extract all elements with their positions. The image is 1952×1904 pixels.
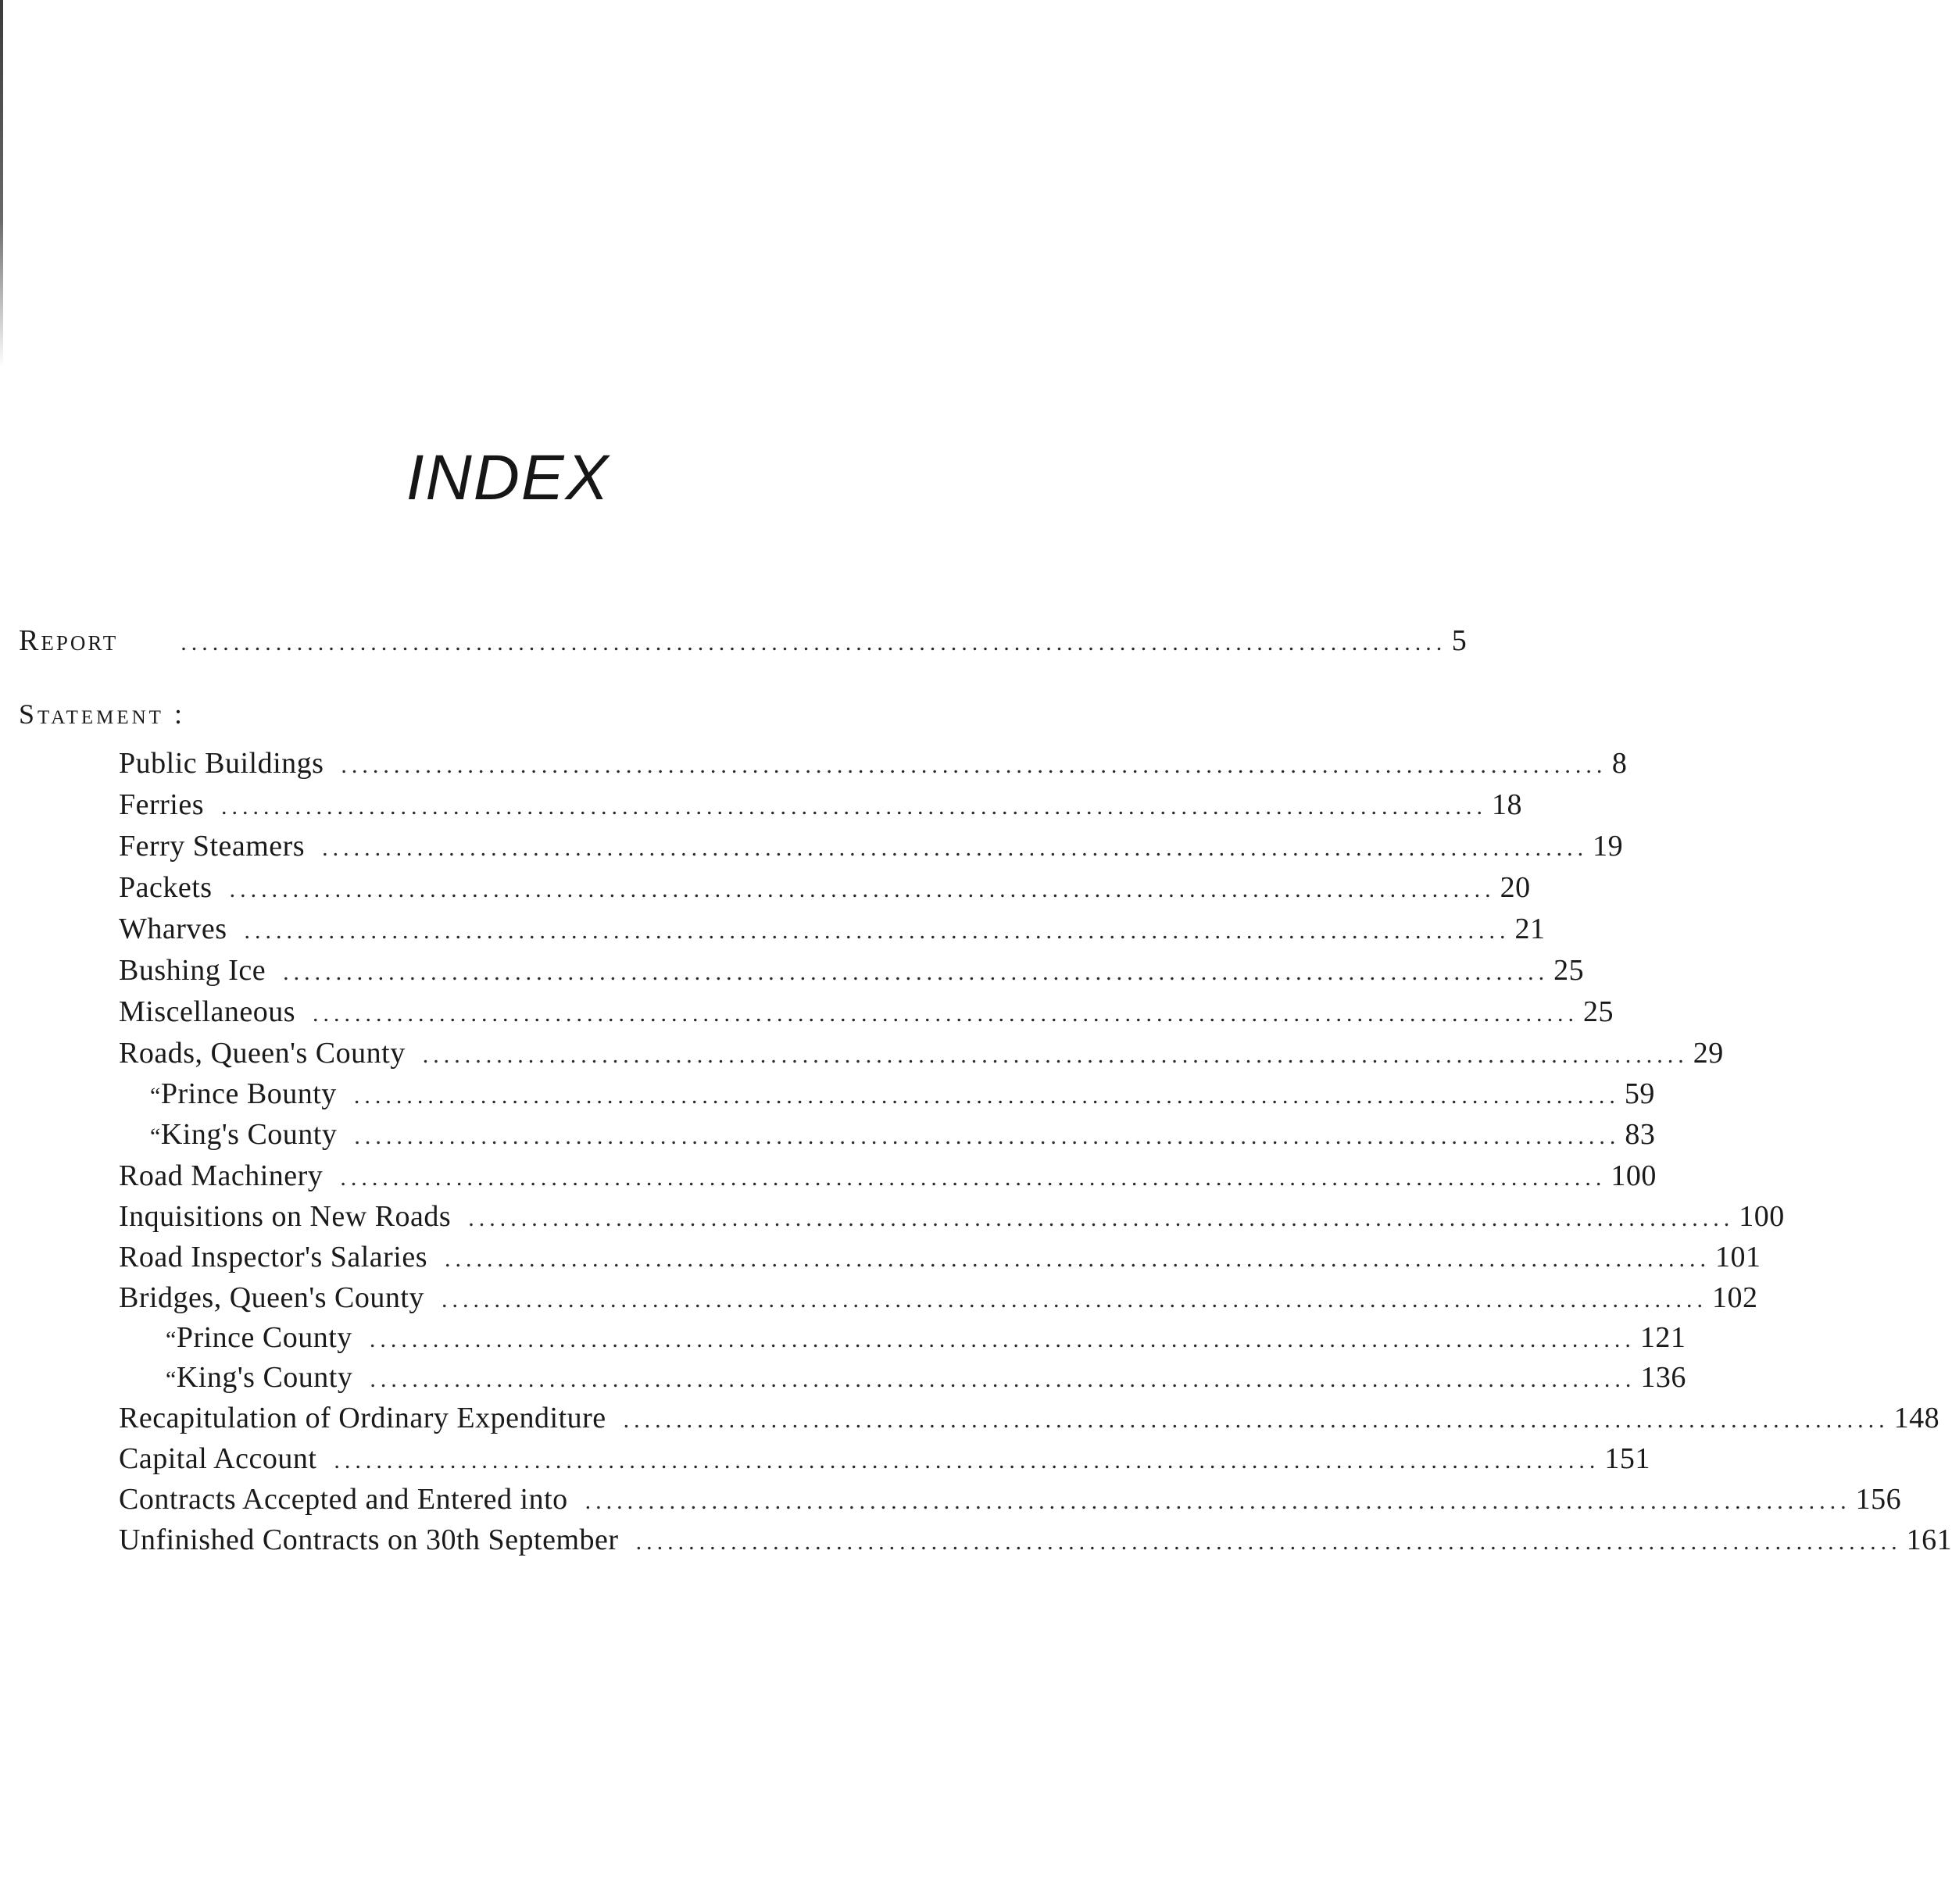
index-label: Ferries bbox=[119, 788, 205, 821]
index-row bbox=[119, 1036, 1724, 1070]
index-row bbox=[166, 1320, 1686, 1355]
index-row bbox=[119, 953, 1585, 988]
index-label: Bridges, Queen's County bbox=[119, 1281, 424, 1314]
index-label: Prince County bbox=[176, 1321, 352, 1354]
index-row bbox=[119, 870, 1531, 905]
ditto-mark: “ bbox=[166, 1327, 177, 1352]
index-page-number: 161 bbox=[1906, 1524, 1952, 1556]
index-page-number: 148 bbox=[1893, 1402, 1940, 1434]
index-label: Public Buildings bbox=[119, 747, 324, 780]
leader-dots: ........................................................................................................................ bbox=[369, 1327, 1636, 1352]
index-row bbox=[119, 1401, 1940, 1435]
leader-dots: ........................................................................................................................ bbox=[441, 1287, 1707, 1313]
page-title: INDEX bbox=[406, 442, 610, 513]
leader-dots: ........................................................................................................................ bbox=[334, 1448, 1600, 1474]
ditto-mark: “ bbox=[150, 1083, 161, 1109]
index-page-number: 8 bbox=[1611, 747, 1628, 780]
index-page-number: 156 bbox=[1855, 1483, 1902, 1516]
index-label: Report bbox=[19, 624, 119, 657]
leader-dots: ........................................................................................................................ bbox=[229, 877, 1496, 902]
index-row bbox=[119, 1482, 1902, 1516]
index-row bbox=[166, 1360, 1686, 1395]
index-row bbox=[119, 1240, 1761, 1274]
index-row bbox=[119, 829, 1624, 863]
index-row bbox=[119, 995, 1614, 1029]
index-row-report bbox=[19, 623, 1468, 658]
index-row bbox=[119, 746, 1628, 781]
index-label: Inquisitions on New Roads bbox=[119, 1200, 452, 1233]
index-label: Ferry Steamers bbox=[119, 830, 306, 863]
index-page-number: 100 bbox=[1739, 1200, 1785, 1233]
index-label: Packets bbox=[119, 871, 213, 904]
index-page-number: 100 bbox=[1611, 1159, 1657, 1192]
leader-dots: ........................................................................................................................ bbox=[322, 835, 1589, 861]
index-row bbox=[119, 1159, 1657, 1193]
index-page-number: 5 bbox=[1451, 624, 1468, 657]
leader-dots: ........................................................................................................................ bbox=[353, 1083, 1620, 1109]
index-row bbox=[119, 1281, 1758, 1315]
leader-dots: ........................................................................................................................ bbox=[221, 794, 1488, 820]
index-row bbox=[119, 1441, 1650, 1476]
index-page-number: 151 bbox=[1604, 1442, 1650, 1475]
index-label: Prince Bounty bbox=[160, 1077, 337, 1110]
index-row bbox=[119, 1523, 1952, 1557]
index-label: King's County bbox=[176, 1361, 353, 1394]
leader-dots: ........................................................................................................................ bbox=[341, 752, 1607, 778]
scan-edge bbox=[0, 0, 3, 367]
leader-dots: ........................................................................................................................ bbox=[468, 1206, 1735, 1231]
leader-dots: ........................................................................................................................ bbox=[422, 1042, 1689, 1068]
leader-dots: ........................................................................................................................ bbox=[445, 1246, 1711, 1272]
index-page-number: 59 bbox=[1624, 1077, 1655, 1110]
leader-dots: ........................................................................................................................ bbox=[313, 1001, 1579, 1027]
index-label: Contracts Accepted and Entered into bbox=[119, 1483, 568, 1516]
leader-dots: ........................................................................................................................ bbox=[283, 959, 1550, 985]
index-label: Recapitulation of Ordinary Expenditure bbox=[119, 1402, 606, 1434]
index-row bbox=[119, 788, 1523, 822]
leader-dots: ........................................................................................................................ bbox=[181, 630, 1447, 656]
index-row bbox=[119, 912, 1546, 946]
leader-dots: ........................................................................................................................ bbox=[354, 1123, 1621, 1149]
index-page-number: 21 bbox=[1514, 913, 1546, 945]
index-label: Road Inspector's Salaries bbox=[119, 1241, 428, 1274]
index-page-number: 102 bbox=[1711, 1281, 1758, 1314]
index-page-number: 20 bbox=[1500, 871, 1531, 904]
index-page-number: 29 bbox=[1693, 1037, 1724, 1070]
index-label: Bushing Ice bbox=[119, 954, 266, 987]
index-page-number: 101 bbox=[1715, 1241, 1761, 1274]
index-label: Miscellaneous bbox=[119, 995, 296, 1028]
index-label: Wharves bbox=[119, 913, 227, 945]
index-row bbox=[150, 1077, 1655, 1111]
index-page-number: 19 bbox=[1593, 830, 1624, 863]
leader-dots: ........................................................................................................................ bbox=[370, 1366, 1636, 1392]
index-page-number: 25 bbox=[1583, 995, 1614, 1028]
ditto-mark: “ bbox=[166, 1366, 177, 1392]
leader-dots: ........................................................................................................................ bbox=[340, 1165, 1607, 1191]
index-label: Road Machinery bbox=[119, 1159, 324, 1192]
index-page-number: 18 bbox=[1492, 788, 1523, 821]
index-row bbox=[150, 1117, 1656, 1152]
leader-dots: ........................................................................................................................ bbox=[585, 1488, 1851, 1514]
section-heading-statement: Statement : bbox=[19, 698, 185, 730]
index-label: Unfinished Contracts on 30th September bbox=[119, 1524, 619, 1556]
index-label: Capital Account bbox=[119, 1442, 317, 1475]
leader-dots: ........................................................................................................................ bbox=[635, 1529, 1902, 1555]
index-row bbox=[119, 1199, 1785, 1234]
index-page-number: 136 bbox=[1640, 1361, 1686, 1394]
leader-dots: ........................................................................................................................ bbox=[244, 918, 1510, 944]
index-page-number: 83 bbox=[1625, 1118, 1656, 1151]
index-label: King's County bbox=[160, 1118, 338, 1151]
index-label: Roads, Queen's County bbox=[119, 1037, 406, 1070]
leader-dots: ........................................................................................................................ bbox=[623, 1407, 1889, 1433]
index-page-number: 121 bbox=[1639, 1321, 1686, 1354]
ditto-mark: “ bbox=[150, 1123, 161, 1149]
index-page-number: 25 bbox=[1553, 954, 1585, 987]
